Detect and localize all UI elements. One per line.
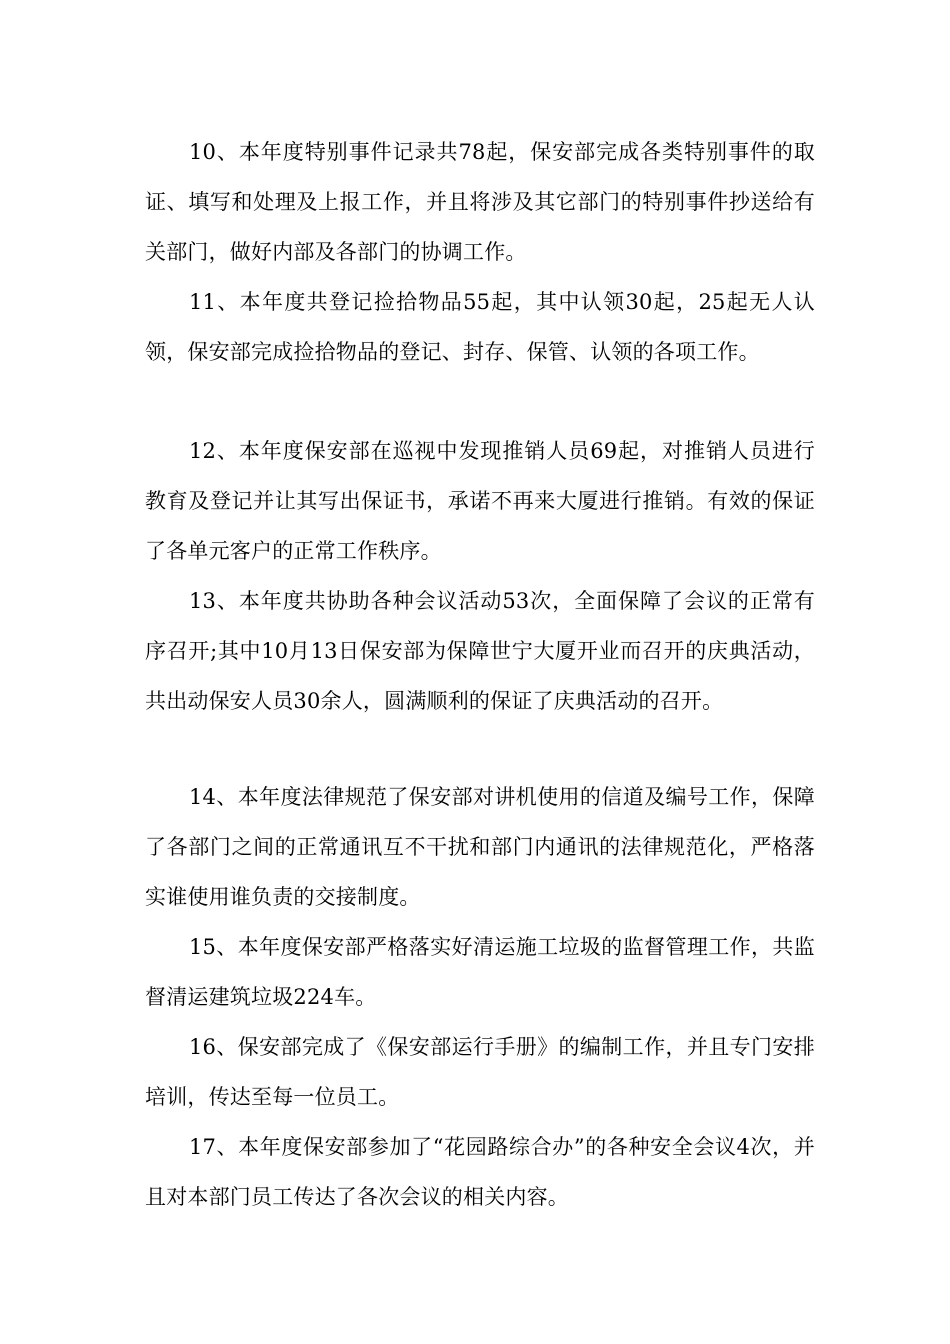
paragraph-item-15: 15、本年度保安部严格落实好清运施工垃圾的监督管理工作，共监督清运建筑垃圾224车。 <box>145 935 815 1009</box>
paragraph-item-13: 13、本年度共协助各种会议活动53次，全面保障了会议的正常有序召开;其中10月13日保安部为保障世宁大厦开业而召开的庆典活动，共出动保安人员30余人，圆满顺利的保证了庆典活动的召开。 <box>145 589 815 713</box>
paragraph-item-17: 17、本年度保安部参加了“花园路综合办”的各种安全会议4次，并且对本部门员工传达了各次会议的相关内容。 <box>145 1135 815 1209</box>
paragraph-item-11: 11、本年度共登记捡拾物品55起，其中认领30起，25起无人认领，保安部完成捡拾物品的登记、封存、保管、认领的各项工作。 <box>145 290 815 364</box>
paragraph-item-10: 10、本年度特别事件记录共78起，保安部完成各类特别事件的取证、填写和处理及上报工作，并且将涉及其它部门的特别事件抄送给有关部门，做好内部及各部门的协调工作。 <box>145 140 815 264</box>
paragraph-item-16: 16、保安部完成了《保安部运行手册》的编制工作，并且专门安排培训，传达至每一位员工。 <box>145 1035 815 1109</box>
paragraph-item-14: 14、本年度法律规范了保安部对讲机使用的信道及编号工作，保障了各部门之间的正常通讯互不干扰和部门内通讯的法律规范化，严格落实谁使用谁负责的交接制度。 <box>145 785 815 909</box>
paragraph-item-12: 12、本年度保安部在巡视中发现推销人员69起，对推销人员进行教育及登记并让其写出保证书，承诺不再来大厦进行推销。有效的保证了各单元客户的正常工作秩序。 <box>145 439 815 563</box>
